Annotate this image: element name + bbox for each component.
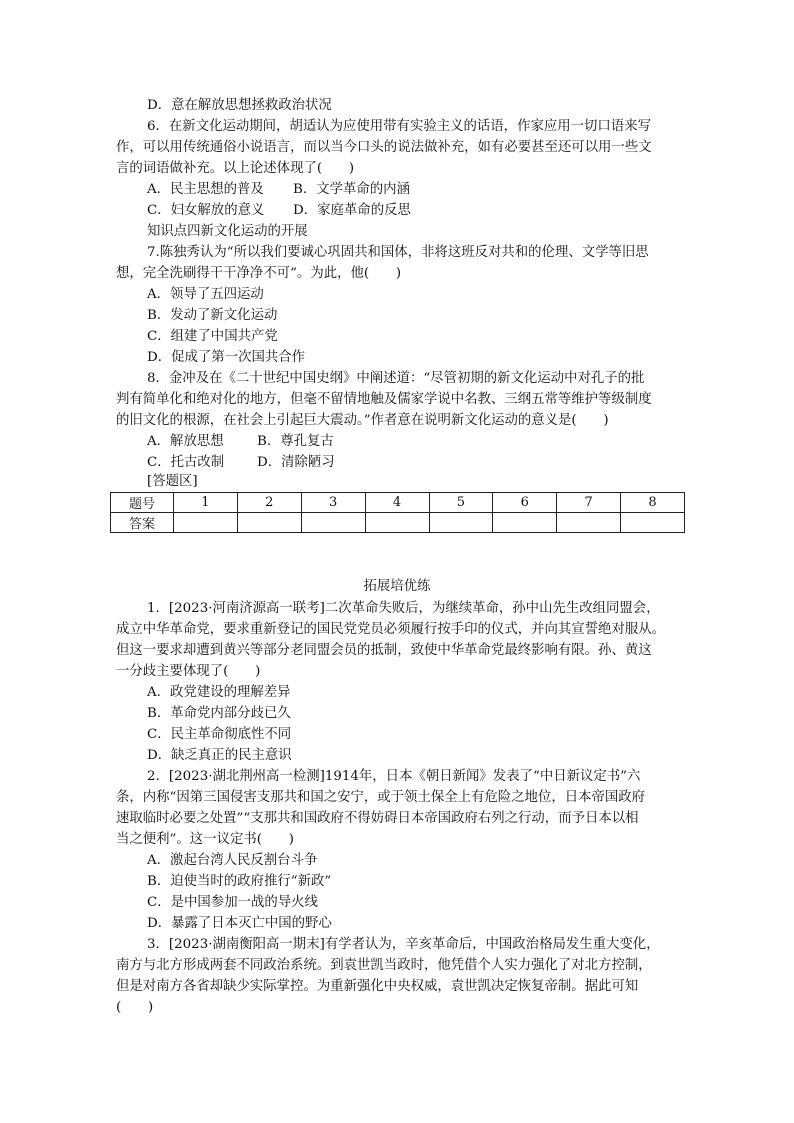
answer-cell[interactable] xyxy=(493,513,557,533)
table-header-answer: 答案 xyxy=(111,513,174,533)
q8-stem-line-3: 的旧文化的根源，在社会上引起巨大震动。”作者意在说明新文化运动的意义是( ) xyxy=(116,413,609,428)
q8-option-b: B．尊孔复古 xyxy=(257,434,334,449)
answer-table xyxy=(110,492,685,533)
question-number: 5 xyxy=(429,493,493,513)
q8-stem-line-2: 判有简单化和绝对化的地方，但毫不留情地触及儒家学说中名教、三纲五常等维护等级制度 xyxy=(116,392,652,407)
p2-q3-stem-line-3: 但是对南方各省却缺少实际掌控。为重新强化中央权威，袁世凯决定恢复帝制。据此可知 xyxy=(116,979,639,994)
question-number: 4 xyxy=(365,493,429,513)
question-number: 1 xyxy=(174,493,238,513)
section-title: 拓展培优练 xyxy=(363,579,431,594)
q6-option-b: B．文学革命的内涵 xyxy=(293,182,410,197)
p2-q1-option-b: B．革命党内部分歧已久 xyxy=(147,706,291,721)
p2-q2-stem-line-4: 当之便利”。这一议定书( ) xyxy=(116,832,294,847)
q8-stem-line-1: 8．金冲及在《二十世纪中国史纲》中阐述道：“尽管初期的新文化运动中对孔子的批 xyxy=(147,371,645,386)
question-number: 3 xyxy=(301,493,365,513)
answer-table-number-row xyxy=(111,493,685,513)
p2-q2-option-c: C．是中国参加一战的导火线 xyxy=(147,895,318,910)
question-number: 7 xyxy=(557,493,621,513)
answer-cell[interactable] xyxy=(621,513,685,533)
p2-q2-option-b: B．迫使当时的政府推行“新政” xyxy=(147,874,332,889)
q7-option-c: C．组建了中国共产党 xyxy=(147,329,278,344)
q6-option-a: A．民主思想的普及 xyxy=(147,182,264,197)
answer-cell[interactable] xyxy=(429,513,493,533)
q6-stem-line-2: 作，可以用传统通俗小说语言，而以当今口头的说法做补充，如有必要甚至还可以用一些文 xyxy=(116,140,652,155)
section-heading: 知识点四新文化运动的开展 xyxy=(147,224,308,239)
question-number: 6 xyxy=(493,493,557,513)
q7-option-b: B．发动了新文化运动 xyxy=(147,308,278,323)
p2-q1-stem-line-1: 1．[2023·河南济源高一联考]二次革命失败后，为继续革命，孙中山先生改组同盟会， xyxy=(147,601,660,616)
p2-q2-stem-line-1: 2．[2023·湖北荆州高一检测]1914年，日本《朝日新闻》发表了“中日新议定书”六 xyxy=(147,769,641,784)
question-number: 2 xyxy=(237,493,301,513)
answer-cell[interactable] xyxy=(237,513,301,533)
answer-table-answer-row xyxy=(111,513,685,533)
answer-area-label: [答题区] xyxy=(147,474,198,489)
p2-q2-stem-line-3: 速取临时必要之处置”“支那共和国政府不得妨碍日本帝国政府右列之行动，而予日本以相 xyxy=(116,811,639,826)
q6-option-d: D．家庭革命的反思 xyxy=(293,203,411,218)
q8-option-a: A．解放思想 xyxy=(147,434,224,449)
answer-cell[interactable] xyxy=(174,513,238,533)
q7-option-d: D．促成了第一次国共合作 xyxy=(147,350,306,365)
p2-q2-option-a: A．激起台湾人民反割台斗争 xyxy=(147,853,318,868)
p2-q1-option-a: A．政党建设的理解差异 xyxy=(147,685,291,700)
p2-q1-option-c: C．民主革命彻底性不同 xyxy=(147,727,292,742)
p2-q3-stem-line-2: 南方与北方形成两套不同政治系统。到袁世凯当政时，他凭借个人实力强化了对北方控制， xyxy=(116,958,652,973)
p2-q2-stem-line-2: 条，内称“因第三国侵害支那共和国之安宁，或于领土保全上有危险之地位，日本帝国政府 xyxy=(116,790,646,805)
table-header-number: 题号 xyxy=(111,493,174,513)
q5-option-d: D．意在解放思想拯救政治状况 xyxy=(147,98,332,113)
q7-option-a: A．领导了五四运动 xyxy=(147,287,264,302)
q6-stem-line-3: 言的词语做补充。以上论述体现了( ) xyxy=(116,161,355,176)
p2-q3-stem-line-4: ( ) xyxy=(116,1000,154,1015)
p2-q1-stem-line-4: 一分歧主要体现了( ) xyxy=(116,664,261,679)
p2-q1-stem-line-2: 成立中华革命党，要求重新登记的国民党党员必须履行按手印的仪式，并向其宣誓绝对服从。 xyxy=(116,622,666,637)
p2-q1-option-d: D．缺乏真正的民主意识 xyxy=(147,748,292,763)
q8-option-d: D．清除陋习 xyxy=(257,455,335,470)
answer-cell[interactable] xyxy=(365,513,429,533)
p2-q3-stem-line-1: 3．[2023·湖南衡阳高一期末]有学者认为，辛亥革命后，中国政治格局发生重大变化， xyxy=(147,937,660,952)
q8-option-c: C．托古改制 xyxy=(147,455,225,470)
question-number: 8 xyxy=(621,493,685,513)
q6-option-c: C．妇女解放的意义 xyxy=(147,203,265,218)
p2-q2-option-d: D．暴露了日本灭亡中国的野心 xyxy=(147,916,332,931)
p2-q1-stem-line-3: 但这一要求却遭到黄兴等部分老同盟会员的抵制，致使中华革命党最终影响有限。孙、黄这 xyxy=(116,643,652,658)
answer-cell[interactable] xyxy=(301,513,365,533)
q7-stem-line-2: 想，完全洗刷得干干净净不可”。为此，他( ) xyxy=(116,266,402,281)
answer-cell[interactable] xyxy=(557,513,621,533)
q7-stem-line-1: 7.陈独秀认为“所以我们要诚心巩固共和国体，非将这班反对共和的伦理、文学等旧思 xyxy=(147,245,649,260)
q6-stem-line-1: 6．在新文化运动期间，胡适认为应使用带有实验主义的话语，作家应用一切口语来写 xyxy=(147,119,651,134)
